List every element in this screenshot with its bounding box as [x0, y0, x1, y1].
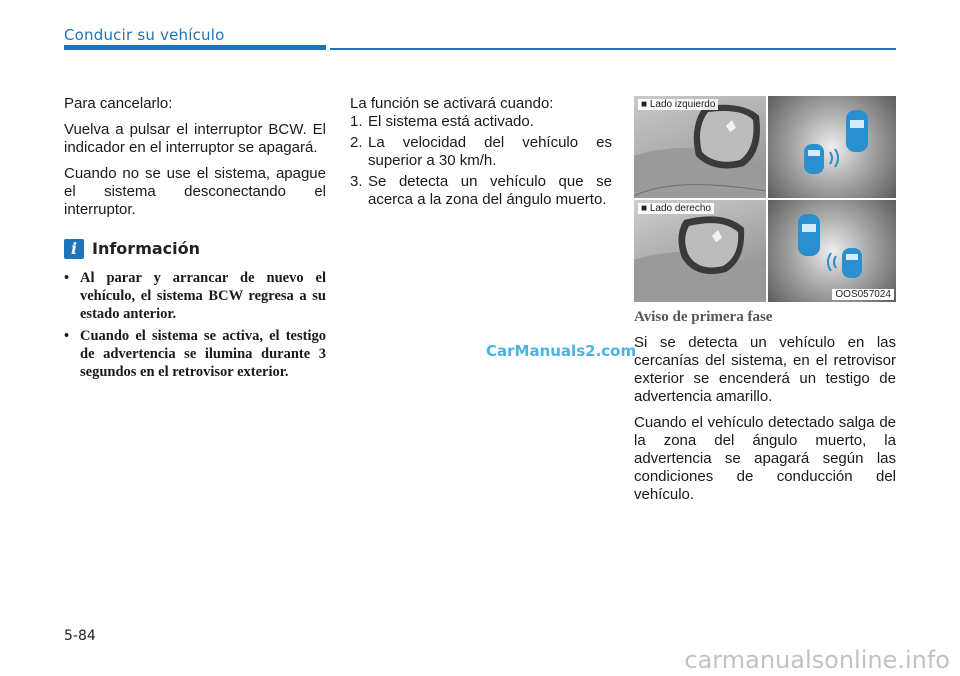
label-right-side: ■ Lado derecho — [638, 203, 714, 214]
disable-instruction: Cuando no se use el sistema, apague el sistema desconectando el interruptor. — [64, 165, 326, 218]
cancel-instruction: Vuelva a pulsar el interruptor BCW. El indicador en el interruptor se apagará. — [64, 121, 326, 156]
first-stage-heading: Aviso de primera fase — [634, 309, 773, 325]
activation-list — [350, 113, 612, 209]
list-number: 2. — [350, 134, 363, 151]
list-text: Se detecta un vehículo que se acerca a la zona del ángulo muerto. — [368, 173, 612, 208]
info-bullets — [64, 269, 326, 381]
left-blindspot-diagram — [768, 96, 896, 198]
left-mirror-panel — [634, 96, 766, 198]
figure-code: OOS057024 — [832, 289, 894, 300]
right-mirror-illustration — [634, 200, 766, 302]
cancel-heading: Para cancelarlo: — [64, 95, 173, 112]
header-rule-thin — [330, 48, 896, 50]
left-blindspot-panel — [768, 96, 896, 198]
info-icon: i — [64, 239, 84, 259]
list-item — [350, 113, 612, 131]
info-title: Información — [92, 239, 201, 258]
right-blindspot-diagram — [768, 200, 896, 302]
header-rule-thick — [64, 45, 326, 50]
footer-site: carmanualsonline.info — [684, 646, 950, 674]
section-title: Conducir su vehículo — [64, 26, 225, 44]
info-bullet: • Cuando el sistema se activa, el testigo de advertencia se ilumina durante 3 segundos en el retrovisor exterior. — [64, 327, 326, 381]
bcw-figure — [634, 96, 896, 302]
list-number: 1. — [350, 113, 363, 130]
first-stage-paragraph-2: Cuando el vehículo detectado salga de la zona del ángulo muerto, la advertencia se apagará según las condiciones de conducción del vehículo. — [634, 414, 896, 503]
watermark: CarManuals2.com — [486, 342, 637, 360]
column-middle — [350, 95, 612, 209]
list-text: La velocidad del vehículo es superior a 30 km/h. — [368, 134, 612, 169]
left-mirror-illustration — [634, 96, 766, 198]
right-mirror-panel — [634, 200, 766, 302]
list-item — [350, 134, 612, 170]
page-number: 5-84 — [64, 628, 96, 644]
list-number: 3. — [350, 173, 363, 190]
column-left — [64, 95, 326, 385]
label-left-side: ■ Lado izquierdo — [638, 99, 718, 110]
list-text: El sistema está activado. — [368, 113, 534, 130]
column-right — [634, 308, 896, 512]
first-stage-paragraph-1: Si se detecta un vehículo en las cercanías del sistema, en el retrovisor exterior se encenderá un testigo de advertencia amarillo. — [634, 334, 896, 405]
right-blindspot-panel — [768, 200, 896, 302]
activation-intro: La función se activará cuando: — [350, 95, 554, 112]
info-heading — [64, 239, 326, 259]
info-bullet: • Al parar y arrancar de nuevo el vehículo, el sistema BCW regresa a su estado anterior. — [64, 269, 326, 323]
list-item — [350, 173, 612, 209]
